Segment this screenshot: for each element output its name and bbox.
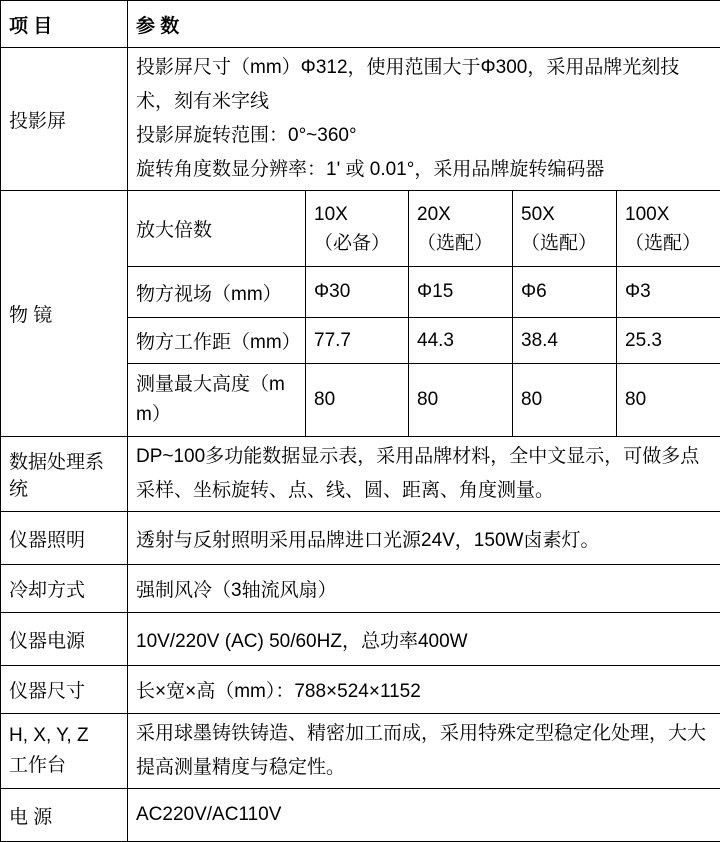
instrument-power-label: 仪器电源 [1,613,128,666]
dimensions-label: 仪器尺寸 [1,666,128,714]
wd-row-label: 物方工作距（mm） [128,318,306,364]
wd-value-cell: 44.3 [409,318,513,364]
worktable-label-line: H, X, Y, Z [9,721,121,751]
data-processing-spec: DP~100多功能数据显示表，采用品牌材料，全中文显示，可做多点采样、坐标旋转、点、线、圆、距离、角度测量。 [128,437,720,512]
table-row-projection-screen [1,48,720,191]
table-row-worktable [1,714,720,789]
max-height-value-cell: 80 [306,364,409,437]
mag-value: 20X [417,200,506,229]
max-height-value-cell: 80 [513,364,617,437]
mag-note: （必备） [314,229,402,258]
table-row-magnification [1,191,720,267]
max-height-row-label: 测量最大高度（mm） [128,364,306,437]
projection-screen-spec-line: 投影屏旋转范围：0°~360° [136,119,714,153]
illumination-spec: 透射与反射照明采用品牌进口光源24V，150W卤素灯。 [128,512,720,565]
cooling-spec: 强制风冷（3轴流风扇） [128,565,720,613]
table-row-cooling [1,565,720,613]
cooling-label: 冷却方式 [1,565,128,613]
projection-screen-spec-line: 投影屏尺寸（mm）Φ312，使用范围大于Φ300，采用品牌光刻技术，刻有米字线 [136,51,714,119]
mag-col-10x [306,191,409,267]
objective-label: 物 镜 [1,191,128,437]
mag-value: 100X [625,200,714,229]
mag-value: 50X [521,200,610,229]
table-row-data-processing [1,437,720,512]
wd-value-cell: 38.4 [513,318,617,364]
power-supply-spec: AC220V/AC110V [128,789,720,842]
fov-row-label: 物方视场（mm） [128,267,306,318]
illumination-label: 仪器照明 [1,512,128,565]
max-height-value-cell: 80 [409,364,513,437]
worktable-spec: 采用球墨铸铁铸造、精密加工而成，采用特殊定型稳定化处理，大大提高测量精度与稳定性。 [128,714,720,789]
wd-value-cell: 25.3 [617,318,720,364]
header-param-cell: 参 数 [128,1,720,48]
fov-value-cell: Φ3 [617,267,720,318]
table-header-row [1,1,720,48]
magnification-row-label: 放大倍数 [128,191,306,267]
data-processing-label: 数据处理系统 [1,437,128,512]
projection-screen-spec [128,48,720,191]
instrument-power-spec: 10V/220V (AC) 50/60HZ，总功率400W [128,613,720,666]
mag-note: （选配） [625,229,714,258]
mag-col-50x [513,191,617,267]
worktable-label [1,714,128,789]
projection-screen-label: 投影屏 [1,48,128,191]
mag-value: 10X [314,200,402,229]
table-row-illumination [1,512,720,565]
mag-col-20x [409,191,513,267]
worktable-label-line: 工作台 [9,751,121,781]
projection-screen-spec-line: 旋转角度数显分辨率：1' 或 0.01°，采用品牌旋转编码器 [136,153,714,187]
fov-value-cell: Φ6 [513,267,617,318]
fov-value-cell: Φ15 [409,267,513,318]
max-height-value-cell: 80 [617,364,720,437]
wd-value-cell: 77.7 [306,318,409,364]
mag-col-100x [617,191,720,267]
mag-note: （选配） [417,229,506,258]
power-supply-label: 电 源 [1,789,128,842]
table-row-power-supply [1,789,720,842]
header-item-cell: 项 目 [1,1,128,48]
mag-note: （选配） [521,229,610,258]
fov-value-cell: Φ30 [306,267,409,318]
dimensions-spec: 长×宽×高（mm）：788×524×1152 [128,666,720,714]
table-row-dimensions [1,666,720,714]
table-row-instrument-power [1,613,720,666]
